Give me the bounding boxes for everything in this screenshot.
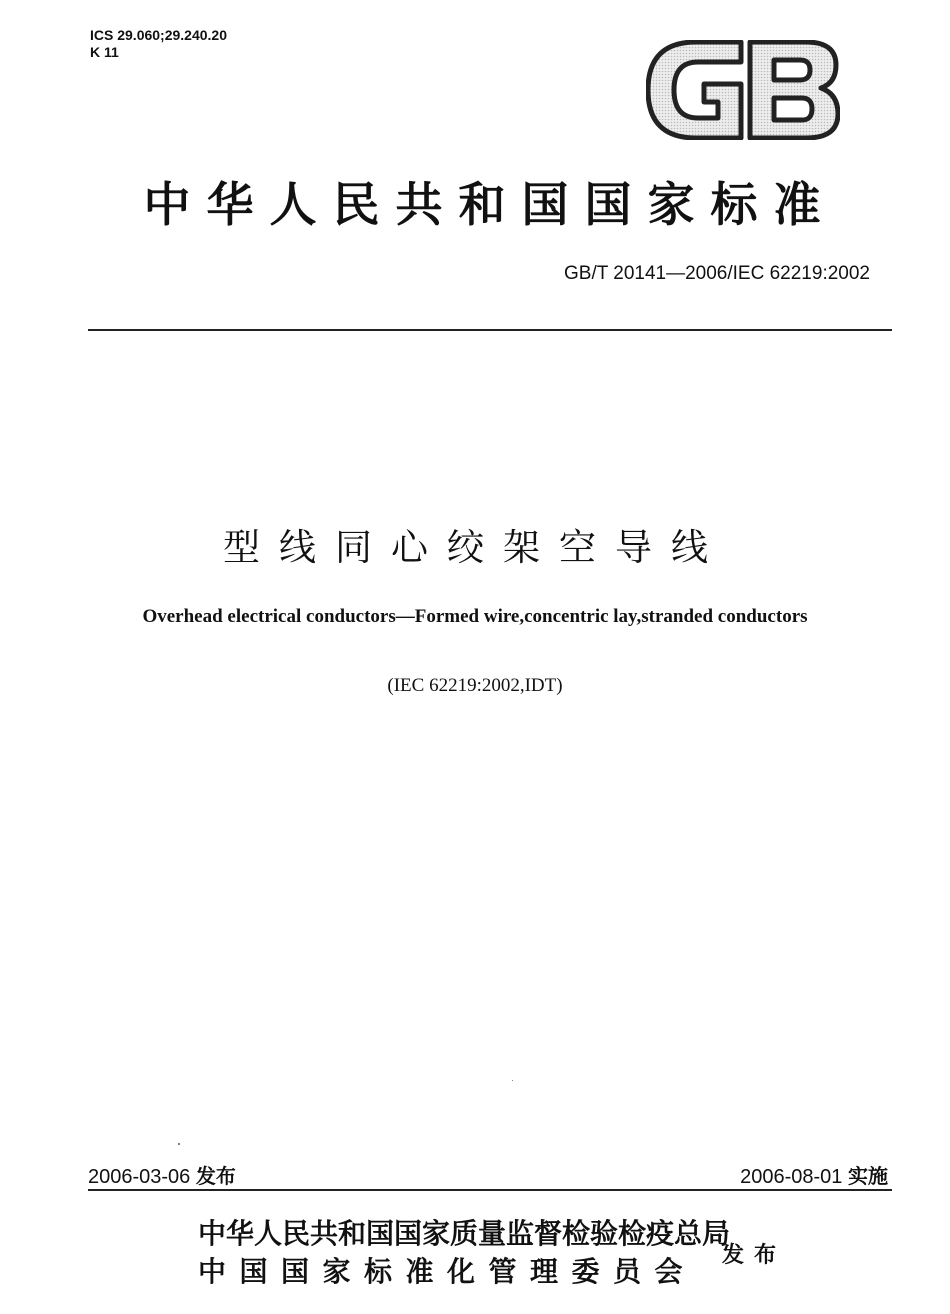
publish-label: 发布 (722, 1243, 787, 1268)
ics-code: ICS 29.060;29.240.20 (90, 27, 227, 43)
top-divider (88, 329, 892, 331)
issue-date: 2006-03-06 (88, 1166, 191, 1188)
issuer-line-1: 中华人民共和国国家质量监督检验检疫总局 (198, 1217, 731, 1250)
effective-label: 实施 (848, 1164, 888, 1188)
issue-date-line (88, 1160, 236, 1189)
gb-logo (646, 40, 840, 140)
national-standard-title: 中华人民共和国国家标准 (143, 178, 837, 233)
bottom-divider (88, 1189, 892, 1191)
effective-date-line (740, 1160, 888, 1189)
gb-logo-graphic (646, 40, 840, 140)
equivalence-note: (IEC 62219:2002,IDT) (387, 675, 563, 696)
scan-speck (512, 1080, 513, 1081)
standard-number: GB/T 20141—2006/IEC 62219:2002 (564, 263, 870, 284)
issuer-line-2: 中国国家标准化管理委员会 (198, 1255, 697, 1288)
ccs-code: K 11 (90, 44, 119, 60)
effective-date: 2006-08-01 (740, 1166, 843, 1188)
document-title-cn: 型线同心绞架空导线 (223, 526, 727, 569)
document-title-en: Overhead electrical conductors—Formed wire,concentric lay,stranded conductors (142, 606, 808, 627)
scan-speck (178, 1143, 180, 1145)
issue-label: 发布 (195, 1164, 236, 1188)
